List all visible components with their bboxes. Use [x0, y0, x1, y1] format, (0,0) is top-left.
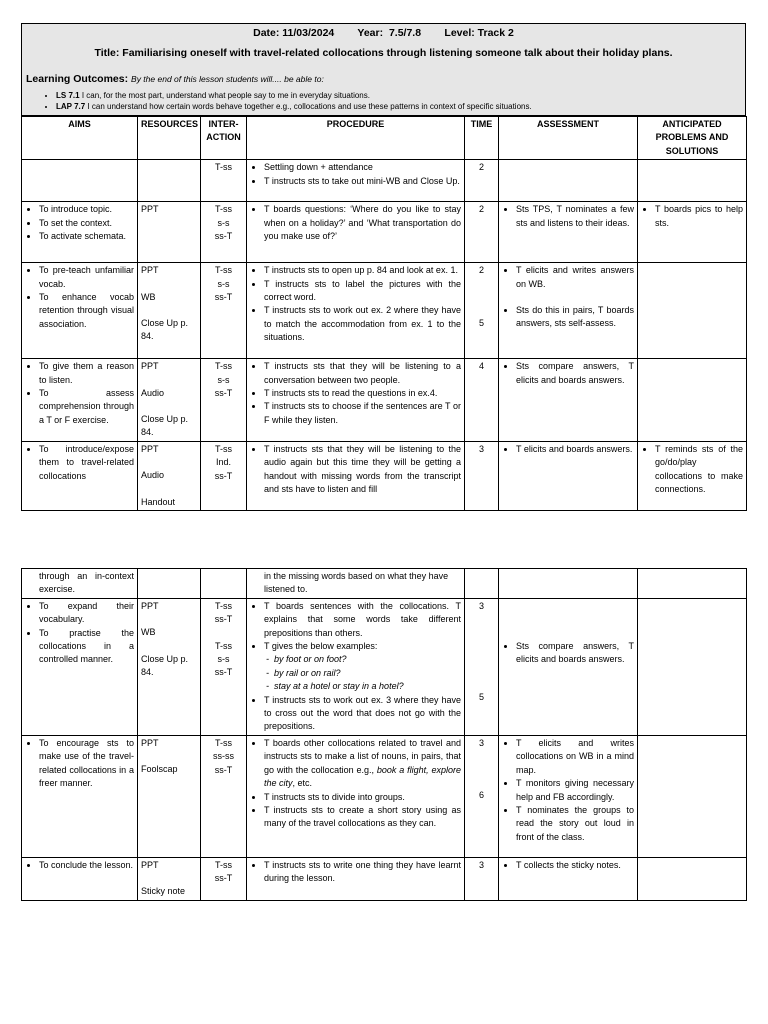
level: Level: Track 2 [444, 27, 514, 39]
procedure-step: • T gives the below examples: - by foot or on foot? - by rail or on rail? - stay at a hotel or stay in a hotel? [264, 640, 461, 694]
aims-cell [22, 598, 138, 735]
time-cell: 3 6 [465, 735, 499, 857]
aim-item: • To set the context. [39, 217, 134, 230]
col-assessment: ASSESSMENT [499, 117, 638, 160]
assessment-item: • Sts compare answers, T elicits and boards answers. [516, 640, 634, 667]
problems-cell [638, 263, 747, 359]
assessment-cell [499, 359, 638, 442]
learning-outcomes-label: Learning Outcomes: [26, 73, 129, 85]
interaction-cell: T-ss [201, 160, 247, 202]
assessment-cell [499, 569, 638, 599]
col-problems: ANTICIPATED PROBLEMS AND SOLUTIONS [638, 117, 747, 160]
assessment-item: • Sts TPS, T nominates a few sts and listens to their ideas. [516, 203, 634, 230]
assessment-cell [499, 202, 638, 263]
procedure-step: • T instructs sts to write one thing they have learnt during the lesson. [264, 859, 461, 886]
table-row [22, 857, 747, 900]
time-cell: 3 [465, 857, 499, 900]
problems-cell [638, 202, 747, 263]
col-resources: RESOURCES [138, 117, 201, 160]
example-item: - by rail or on rail? [274, 667, 461, 680]
time-cell: 3 5 [465, 598, 499, 735]
aim-item: • To expand their vocabulary. [39, 600, 134, 627]
interaction-cell: T-ss Ind. ss-T [201, 441, 247, 510]
procedure-step: • T instructs sts to read the questions in ex.4. [264, 387, 461, 400]
problems-cell [638, 441, 747, 510]
resources-cell: PPT [138, 202, 201, 263]
table-row [22, 569, 747, 599]
col-time: TIME [465, 117, 499, 160]
assessment-cell [499, 735, 638, 857]
problems-cell [638, 735, 747, 857]
procedure-cell [247, 263, 465, 359]
aim-item: • To pre-teach unfamiliar vocab. [39, 264, 134, 291]
aim-item: • To practise the collocations in a controlled manner. [39, 627, 134, 667]
procedure-step: • T instructs sts to work out ex. 3 where they have to cross out the word that does not go with the prepositions. [264, 694, 461, 734]
resources-cell [138, 160, 201, 202]
procedure-cell [247, 441, 465, 510]
interaction-cell: T-ss s-s ss-T [201, 202, 247, 263]
col-aims: AIMS [22, 117, 138, 160]
resources-cell: PPT WB Close Up p. 84. [138, 263, 201, 359]
col-interaction: INTER-ACTION [201, 117, 247, 160]
date: Date: 11/03/2024 [253, 27, 335, 39]
assessment-cell [499, 598, 638, 735]
procedure-step: • T instructs sts to take out mini-WB and Close Up. [264, 175, 461, 188]
procedure-step: • T instructs sts to divide into groups. [264, 791, 461, 804]
procedure-step: • T instructs sts to work out ex. 2 where they have to match the accommodation from ex. 1 to the situations. [264, 304, 461, 344]
table-row [22, 160, 747, 202]
table-row [22, 735, 747, 857]
lesson-plan-table-1 [21, 116, 747, 511]
interaction-cell: T-ss ss-T T-ss s-s ss-T [201, 598, 247, 735]
resources-cell: PPT Sticky note [138, 857, 201, 900]
procedure-cell [247, 359, 465, 442]
procedure-step: • T instructs sts to choose if the sentences are T or F while they listen. [264, 400, 461, 427]
procedure-step: • T instructs sts to open up p. 84 and look at ex. 1. [264, 264, 461, 277]
aims-cell: through an in-context exercise. [22, 569, 138, 599]
assessment-cell [499, 857, 638, 900]
time-cell: 2 [465, 160, 499, 202]
table-row [22, 441, 747, 510]
lesson-plan-table-2 [21, 568, 747, 901]
aim-item: • To conclude the lesson. [39, 859, 134, 872]
procedure-cell [247, 202, 465, 263]
assessment-item: • T elicits and writes answers on WB. [516, 264, 634, 291]
problems-cell [638, 569, 747, 599]
time-cell: 3 [465, 441, 499, 510]
table-header-row [22, 117, 747, 160]
time-cell: 4 [465, 359, 499, 442]
aim-item: • To introduce topic. [39, 203, 134, 216]
table-row [22, 263, 747, 359]
resources-cell: PPT Audio Close Up p. 84. [138, 359, 201, 442]
procedure-step: • T boards questions: ‘Where do you like to stay when on a holiday?’ and ‘What transportation do you make use of?’ [264, 203, 461, 243]
procedure-cell [247, 160, 465, 202]
procedure-step: • T instructs sts to label the pictures with the correct word. [264, 278, 461, 305]
lesson-header [21, 23, 746, 116]
problems-cell [638, 359, 747, 442]
outcome-item: • LS 7.1 I can, for the most part, understand what people say to me in everyday situations. [56, 90, 532, 101]
resources-cell: PPT Audio Handout [138, 441, 201, 510]
aims-cell [22, 160, 138, 202]
interaction-cell: T-ss ss-T [201, 857, 247, 900]
assessment-cell [499, 441, 638, 510]
year: Year: 7.5/7.8 [357, 27, 422, 39]
col-procedure: PROCEDURE [247, 117, 465, 160]
aims-cell [22, 735, 138, 857]
procedure-step: • T boards other collocations related to travel and instructs sts to make a list of nouns, in pairs, that go with the collocation e.g., book a flight, explore the city, etc. [264, 737, 461, 791]
procedure-step: • T instructs sts that they will be listening to a conversation between two people. [264, 360, 461, 387]
example-item: - stay at a hotel or stay in a hotel? [274, 680, 461, 693]
assessment-item: • T nominates the groups to read the story out loud in front of the class. [516, 804, 634, 844]
problems-cell [638, 857, 747, 900]
assessment-item: • T elicits and writes collocations on WB in a mind map. [516, 737, 634, 777]
assessment-item: • T monitors giving necessary help and FB accordingly. [516, 777, 634, 804]
header-info-line [22, 27, 745, 39]
outcome-item: • LAP 7.7 I can understand how certain words behave together e.g., collocations and use these patterns in context of specific situations. [56, 101, 532, 112]
aim-item: • To assess comprehension through a T or F exercise. [39, 387, 134, 427]
assessment-item: • T elicits and boards answers. [516, 443, 634, 456]
lesson-title: Title: Familiarising oneself with travel-related collocations through listening someone talk about their holiday plans. [94, 47, 673, 59]
interaction-cell [201, 569, 247, 599]
aim-item: • To activate schemata. [39, 230, 134, 243]
procedure-cell [247, 857, 465, 900]
table-row [22, 359, 747, 442]
aims-cell [22, 359, 138, 442]
aim-item: • To give them a reason to listen. [39, 360, 134, 387]
procedure-step: • Settling down + attendance [264, 161, 461, 174]
aims-cell [22, 441, 138, 510]
assessment-cell [499, 263, 638, 359]
interaction-cell: T-ss ss-ss ss-T [201, 735, 247, 857]
assessment-item: • Sts do this in pairs, T boards answers, sts self-assess. [516, 304, 634, 331]
aim-item: • To introduce/expose them to travel-related collocations [39, 443, 134, 483]
resources-cell [138, 569, 201, 599]
procedure-step: • T boards sentences with the collocations. T explains that some words take different prepositions than others. [264, 600, 461, 640]
problem-item: • T boards pics to help sts. [655, 203, 743, 230]
procedure-cell [247, 735, 465, 857]
aims-cell [22, 263, 138, 359]
problems-cell [638, 160, 747, 202]
example-item: - by foot or on foot? [274, 653, 461, 666]
procedure-cell: in the missing words based on what they have listened to. [247, 569, 465, 599]
interaction-cell: T-ss s-s ss-T [201, 263, 247, 359]
aims-cell [22, 202, 138, 263]
table-row [22, 598, 747, 735]
assessment-item: • Sts compare answers, T elicits and boards answers. [516, 360, 634, 387]
procedure-step: • T instructs sts that they will be listening to the audio again but this time they will be getting a handout with missing words from the transcript and sts have to listen and fill [264, 443, 461, 497]
procedure-step: • T instructs sts to create a short story using as many of the travel collocations as they can. [264, 804, 461, 831]
problem-item: • T reminds sts of the go/do/play collocations to make connections. [655, 443, 743, 497]
table-row [22, 202, 747, 263]
procedure-cell [247, 598, 465, 735]
learning-outcomes-intro: By the end of this lesson students will.... be able to: [131, 74, 324, 84]
aim-item: • To encourage sts to make use of the travel-related collocations in a freer manner. [39, 737, 134, 791]
time-cell: 2 [465, 202, 499, 263]
resources-cell: PPT Foolscap [138, 735, 201, 857]
learning-outcomes [26, 73, 324, 85]
resources-cell: PPT WB Close Up p. 84. [138, 598, 201, 735]
outcomes-list [22, 90, 532, 112]
aim-item: • To enhance vocab retention through visual association. [39, 291, 134, 331]
time-cell [465, 569, 499, 599]
assessment-cell [499, 160, 638, 202]
assessment-item: • T collects the sticky notes. [516, 859, 634, 872]
time-cell: 2 5 [465, 263, 499, 359]
interaction-cell: T-ss s-s ss-T [201, 359, 247, 442]
problems-cell [638, 598, 747, 735]
aims-cell [22, 857, 138, 900]
